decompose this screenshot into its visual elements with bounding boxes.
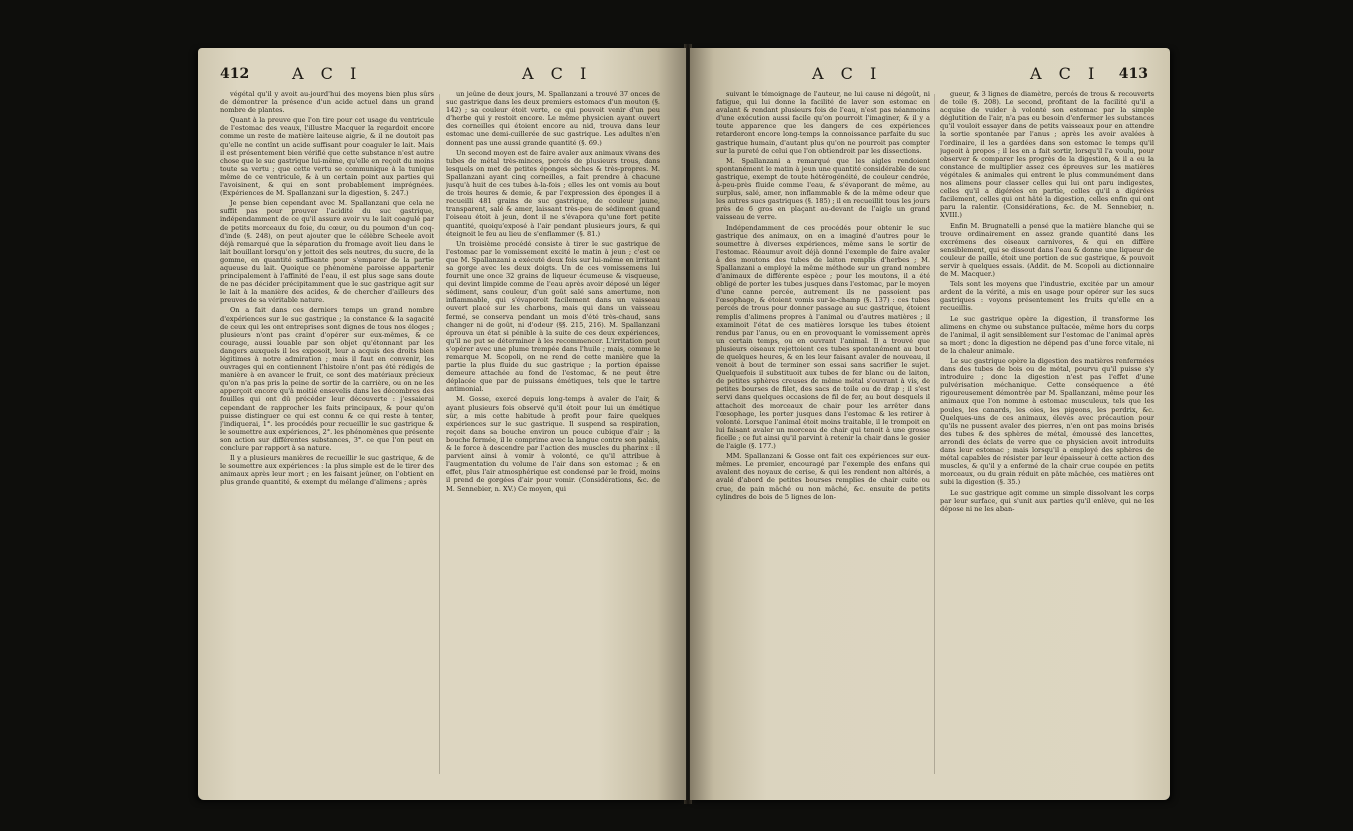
left-page-header: [220, 64, 664, 86]
column-rule: [439, 94, 440, 774]
running-head-right-1: A C I: [812, 64, 883, 83]
left-page: [198, 48, 686, 800]
paragraph: Un second moyen est de faire avaler aux animaux vivans des tubes de métal très-minces, percés de plusieurs trous, dans lesquels on met de petites éponges sèches & très-propres. M. Spallanzani ayant cinq corneilles, a fait prendre à chacune jusqu'à huit de ces tubes à-la-fois ; elles les ont vomis au bout de trois heures & demie, & par l'expression des éponges il a recueilli 481 grains de suc gastrique, de couleur jaune, transparent, salé & amer, laissant très-peu de sédiment quand l'oiseau étoit à jeun, dont il ne s'évapora qu'une fort petite quantité, quoiqu'exposé à l'air pendant plusieurs jours, & qui éteignoit le feu au lieu de s'enflammer (§. 81.): [446, 148, 660, 238]
column-rule: [934, 94, 935, 774]
left-page-column-2: [446, 90, 660, 780]
running-head-right-2: A C I: [1030, 64, 1101, 83]
paragraph: un jeûne de deux jours, M. Spallanzani a trouvé 37 onces de suc gastrique dans les deux premiers estomacs d'un mouton (§. 142) ; sa couleur étoit verte, ce qui pouvoit venir d'un peu d'herbe qui y restoit encore. Le même physicien ayant ouvert des corneilles qui étoient encore au nid, trouva dans leur estomac une demi-cuillerée de suc gastrique. Les adultes n'en donnent pas une aussi grande quantité (§. 69.): [446, 90, 660, 147]
right-page-column-1: [716, 90, 930, 780]
paragraph: Le suc gastrique agit comme un simple dissolvant les corps par leur surface, qui s'unit aux parties qu'il enlève, qui ne les dépose ni ne les aban-: [940, 488, 1154, 513]
paragraph: Enfin M. Brugnatelli a pensé que la matière blanche qui se trouve ordinairement en assez grande quantité dans les excrémens des oiseaux carnivores, & qui en diffère sensiblement, qui se dissout dans l'eau & donne une liqueur de couleur de paille, étoit une portion de suc gastrique, & pouvoit servir à quelques essais. (Addit. de M. Scopoli au dictionnaire de M. Macquer.): [940, 221, 1154, 279]
paragraph: Quant à la preuve que l'on tire pour cet usage du ventricule de l'estomac des veaux, l'illustre Macquer la regardoit encore comme un reste de matière laiteuse aigrie, & il ne doutoit pas qu'elle ne contînt un acide suffisant pour coaguler le lait. Mais il est présentement bien vérifié que cette substance n'est autre chose que le suc gastrique lui-même, qu'elle en reçoit du moins toute sa vertu ; que cette vertu se communique à la tunique même de ce ventricule, & à un certain point aux parties qui l'avoisinent, & qui en sont probablement imprégnées. (Expériences de M. Spallanzani sur la digestion, §. 247.): [220, 116, 434, 198]
paragraph: Tels sont les moyens que l'industrie, excitée par un amour ardent de la vérité, a mis en usage pour opérer sur les sucs gastriques : voyons présentement les fruits qu'elle en a recueillis.: [940, 280, 1154, 313]
paragraph: Le suc gastrique opère la digestion des matières renfermées dans des tubes de bois ou de métal, pourvu qu'il puisse s'y introduire ; donc la digestion n'est pas l'effet d'une pulvérisation méchanique. Cette conséquence a été rigoureusement démontrée par M. Spallanzani, même pour les animaux que l'on nomme à estomac musculeux, tels que les poules, les canards, les oies, les pigeons, les perdrix, &c. Quelques-uns de ces animaux, élevés avec précaution pour qu'ils ne pussent avaler des pierres, n'en ont pas moins brisés des tubes & des sphères de métal, émoussé des lancettes, arrondi des éclats de verre que ce physicien avoit introduits dans leur estomac ; mais lorsqu'il a employé des sphères de métal capables de résister par leur épaisseur à cette action des muscles, & qu'il y a enfermé de la chair crue coupée en petits morceaux, ou du grain réduit en pâte mâchée, ces matières ont subi la digestion (§. 35.): [940, 357, 1154, 487]
paragraph: On a fait dans ces derniers temps un grand nombre d'expériences sur le suc gastrique ; la constance & la sagacité de ceux qui les ont entreprises sont dignes de tous nos éloges ; plusieurs n'ont pas craint d'opérer sur eux-mêmes, & ce courage, aussi louable par son objet qu'étonnant par les dangers auxquels il les exposoit, leur a acquis des droits bien légitimes à notre admiration ; mais il faut en convenir, les ouvrages qui en contiennent l'histoire n'ont pas été rédigés de manière à en avancer le fruit, ce sont des matériaux précieux qu'on n'a pas pris la peine de sortir de la carrière, ou on ne les apperçoit encore qu'à moitié ensevelis dans les décombres des fouilles qui ont dû précéder leur découverte : j'essaierai cependant de rapprocher les faits principaux, & pour qu'on puisse distinguer ce qui est connu & ce qui reste à tenter, j'indiquerai, 1°. les procédés pour recueillir le suc gastrique & le soumettre aux expériences, 2°. les phénomènes que présente son action sur différentes substances, 3°. ce que l'on peut en conclure par rapport à sa nature.: [220, 306, 434, 453]
paragraph: suivant le témoignage de l'auteur, ne lui cause ni dégoût, ni fatigue, qui lui donne la facilité de laver son estomac en avalant & rendant plusieurs fois de l'eau, n'est pas néanmoins d'une exécution aussi facile qu'on pourroit l'imaginer, & il y a toute apparence que les dangers de ces expériences retarderont encore long-temps la connoissance parfaite du suc gastrique humain, d'autant plus qu'on ne pourroit pas compter sur la pureté de celui que l'on obtiendroit par les dissections.: [716, 90, 930, 155]
page-number-left: 412: [220, 66, 250, 82]
paragraph: MM. Spallanzani & Gosse ont fait ces expériences sur eux-mêmes. Le premier, encouragé par l'exemple des enfans qui avalent des noyaux de cerise, & qui les rendent non altérés, a avalé d'abord de petites bourses remplies de chair cuite ou crue, de pain mâché ou non mâché, &c. ensuite de petits cylindres de bois de 5 lignes de lon-: [716, 452, 930, 501]
right-page: [690, 48, 1170, 800]
left-page-column-1: [220, 90, 434, 780]
right-page-header: [712, 64, 1148, 86]
paragraph: Il y a plusieurs manières de recueillir le suc gastrique, & de le soumettre aux expériences : la plus simple est de le tirer des animaux après leur mort ; en les faisant jeûner, on l'obtient en plus grande quantité, & exempt du mélange d'alimens ; après: [220, 454, 434, 487]
paragraph: Le suc gastrique opère la digestion, il transforme les alimens en chyme ou substance pultacée, même hors du corps de l'animal, il agit sensiblement sur l'estomac de l'animal après sa mort ; donc la digestion ne dépend pas d'une force vitale, ni de la chaleur animale.: [940, 314, 1154, 355]
paragraph: Un troisième procédé consiste à tirer le suc gastrique de l'estomac par le vomissement excité le matin à jeun ; c'est ce que M. Spallanzani a exécuté deux fois sur lui-même en irritant sa gorge avec les deux doigts. Un de ces vomissemens lui fournit une once 32 grains de liqueur écumeuse & visqueuse, qui devint limpide comme de l'eau après avoir déposé un léger sédiment, sans couleur, d'un goût salé sans amertume, non inflammable, qui s'évaporoit facilement dans un vaisseau ouvert placé sur les charbons, mais qui dans un vaisseau fermé, se conserva pendant un mois d'été très-chaud, sans changer ni de goût, ni d'odeur (§§. 215, 216). M. Spallanzani éprouva un état si pénible à la suite de ces deux expériences, qu'il ne put se déterminer à les recommencer. L'irritation peut s'opérer avec une plume trempée dans l'huile ; mais, comme le remarque M. Scopoli, on ne rend de cette manière que la partie la plus fluide du suc gastrique ; la portion épaisse demeure attachée au fond de l'estomac, & ne peut être déplacée que par de puissans émétiques, tels que le tartre antimonial.: [446, 239, 660, 394]
running-head-left-1: A C I: [292, 64, 363, 83]
paragraph: M. Spallanzani a remarqué que les aigles rendoient spontanément le matin à jeun une quantité considérable de suc gastrique, exempt de toute hétérogénéité, de couleur cendrée, à-peu-près fluide comme l'eau, & s'évaporant de même, au surplus, salé, amer, non inflammable & de la même odeur que les autres sucs gastriques (§. 185) ; il en recueillit tous les jours près de 6 gros en plaçant au-devant de l'aigle un grand vaisseau de verre.: [716, 156, 930, 222]
running-head-left-2: A C I: [522, 64, 593, 83]
paragraph: M. Gosse, exercé depuis long-temps à avaler de l'air, & ayant plusieurs fois observé qu'il étoit pour lui un émétique sûr, a mis cette habitude à profit pour faire quelques expériences sur le suc gastrique. Il suspend sa respiration, reçoit dans sa bouche environ un pouce cubique d'air ; la bouche fermée, il le comprime avec la langue contre son palais, & le force à descendre par l'action des muscles du pharinx : il parvient ainsi à vomir à volonté, ce qu'il attribue à l'augmentation du volume de l'air dans son estomac ; & en effet, plus l'air atmosphérique est condensé par le froid, moins il prend de gorgées d'air pour vomir. (Considérations, &c. de M. Sennebier, n. XV.) Ce moyen, qui: [446, 395, 660, 493]
page-number-right: 413: [1118, 66, 1148, 82]
paragraph: gueur, & 3 lignes de diamètre, percés de trous & recouverts de toile (§. 208). Le second, profitant de la facilité qu'il a acquise de vuider à volonté son estomac par la simple déglutition de l'air, n'a pas eu besoin d'enfermer les substances qu'il vouloit essayer dans de petits vaisseaux pour en attendre la sortie spontanée par l'anus ; après les avoir avalées à l'ordinaire, il les a gardées dans son estomac le temps qu'il jugeoit à propos ; il les en a fait sortir, lorsqu'il l'a voulu, pour observer & comparer les progrès de la digestion, & il a eu la constance de multiplier assez ces épreuves sur les matières végétales & animales qui entrent le plus communément dans nos alimens pour classer celles qui lui ont paru indigestes, celles qu'il a digérées en partie, celles qu'il a digérées facilement, celles qui ont hâté la digestion, celles enfin qui ont paru la ralentir. (Considérations, &c. de M. Sennebier, n. XVIII.): [940, 90, 1154, 220]
right-page-column-2: [940, 90, 1154, 780]
paragraph: Je pense bien cependant avec M. Spallanzani que cela ne suffit pas pour prouver l'acidité du suc gastrique, indépendamment de ce qu'il assure avoir vu le lait coagulé par de petits morceaux du foie, du cœur, ou du poumon d'un coq-d'inde (§. 248), on peut ajouter que le célèbre Scheele avoit déjà remarqué que la séparation du fromage avoit lieu dans le lait bouillant lorsqu'on y jettoit des sels neutres, du sucre, de la gomme, en quantité suffisante pour s'emparer de la partie aqueuse du lait. Quoique ce phénomène paroisse appartenir principalement à l'affinité de l'eau, il est plus sage sans doute de ne pas décider précipitamment que le suc gastrique agit sur le lait à la manière des acides, & de chercher d'ailleurs des preuves de sa véritable nature.: [220, 199, 434, 305]
paragraph: végétal qu'il y avoit au-jourd'hui des moyens bien plus sûrs de démontrer la présence d'un acide actuel dans un grand nombre de plantes.: [220, 90, 434, 115]
paragraph: Indépendamment de ces procédés pour obtenir le suc gastrique des animaux, on en a imaginé d'autres pour le soumettre à diverses expériences, même sans le sortir de l'estomac. Réaumur avoit déjà donné l'exemple de faire avaler à des moutons des tubes de laiton remplis d'herbes ; M. Spallanzani a employé la même méthode sur un grand nombre d'animaux de différente espèce ; pour les moutons, il a été obligé de porter les tubes jusques dans l'estomac, par le moyen d'une canne percée, autrement ils ne passoient pas l'œsophage, & étoient vomis sur-le-champ (§. 137) : ces tubes percés de trous pour donner passage au suc gastrique, étoient remplis d'alimens propres à l'animal ou d'autres matières ; il examinoit l'état de ces matières lorsque les tubes étoient rendus par l'anus, ou en en provoquant le vomissement après un certain temps, ou en ouvrant l'animal. Il a trouvé que plusieurs oiseaux rejettoient ces tubes spontanément au bout de quelques heures, & en les leur faisant avaler de nouveau, il venoit à bout de terminer son essai sans sacrifier le sujet. Quelquefois il substituoit aux tubes de fer blanc ou de laiton, de petites sphères creuses de même métal s'ouvrant à vis, de petites bourses de filet, des sacs de toile ou de drap ; il s'est servi dans quelques occasions de fil de fer, au bout desquels il attachoit des morceaux de chair pour les arrêter dans l'œsophage, les porter jusques dans l'estomac & les retirer à volonté. Lorsque l'animal étoit moins traitable, il le trompoit en lui faisant avaler un morceau de chair qui tenoit à une grosse ficelle ; ce fut ainsi qu'il parvint à retenir la chair dans le gosier de l'aigle (§. 177.): [716, 223, 930, 451]
